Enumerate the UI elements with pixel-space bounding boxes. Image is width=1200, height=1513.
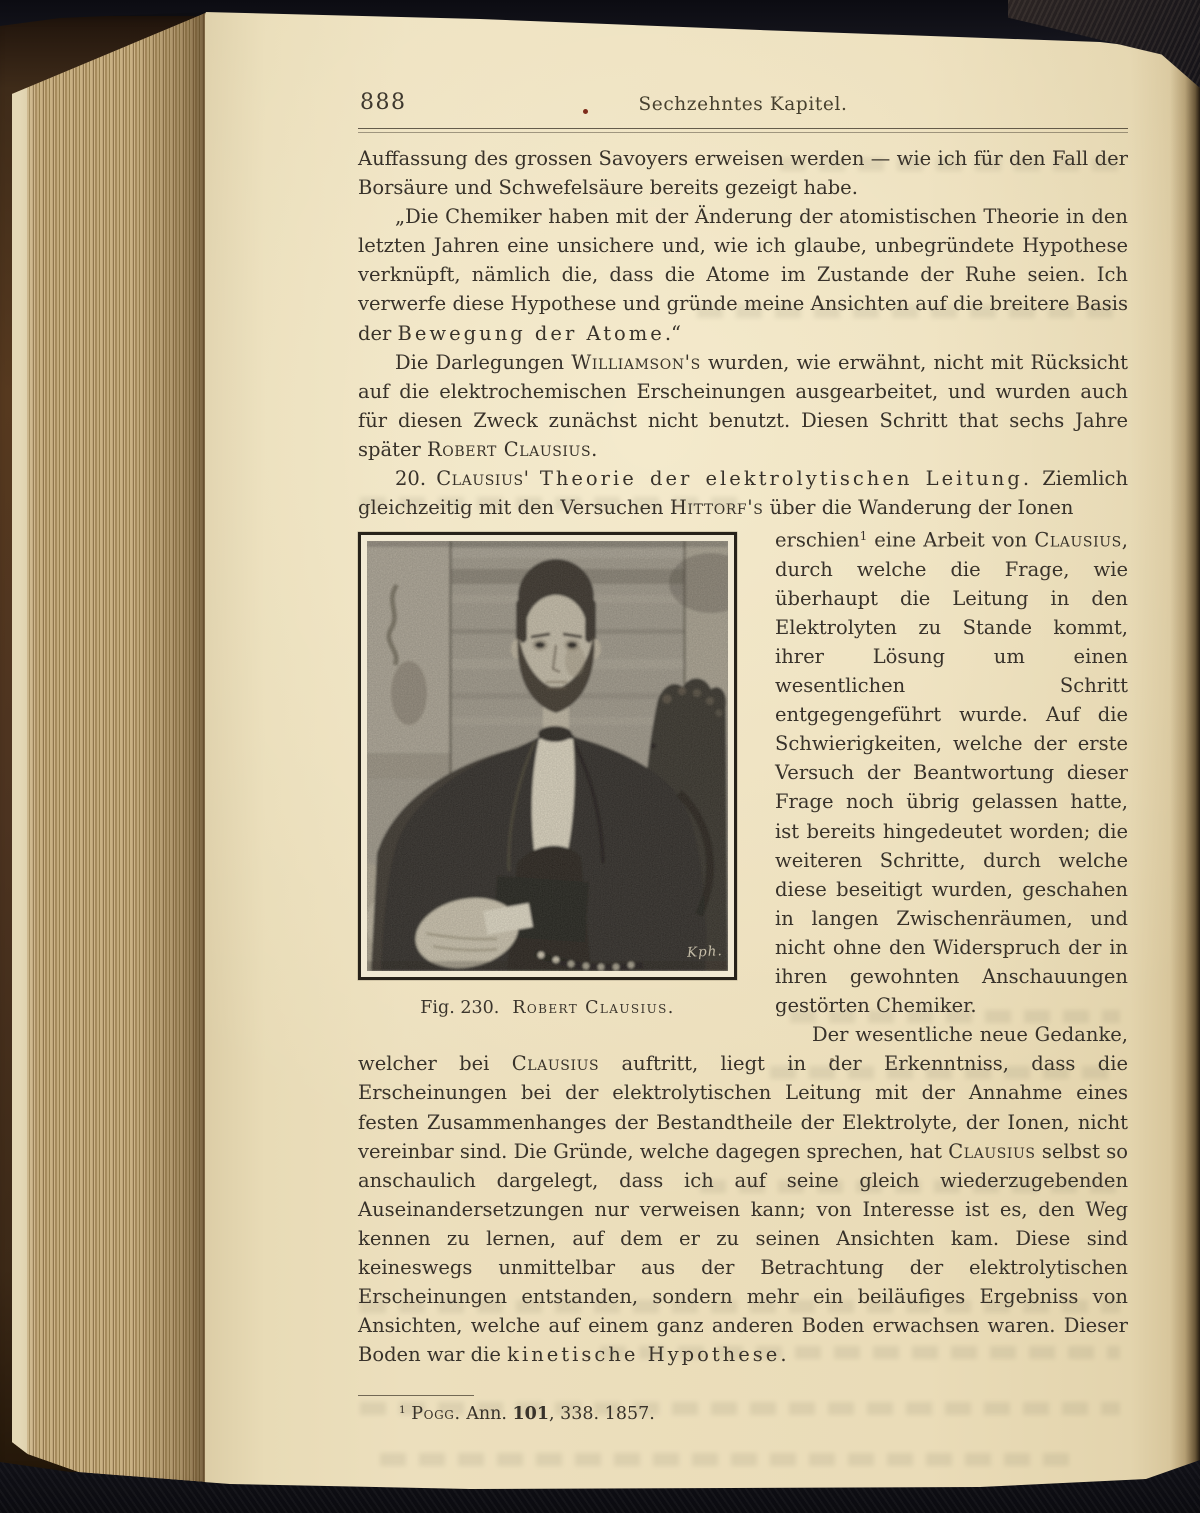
page-number: 888 — [360, 90, 407, 115]
gutter-shadow — [1170, 10, 1200, 1490]
page-edge-stack — [12, 6, 208, 1488]
paragraph: erschien$^1$ eine Arbeit von Clausius, durch welche die Frage, wie überhaupt die Leitung in den Elektrolyten zu Stande kommt, ihrer Lösung um einen wesentlichen Schritt entgegengeführt wurde. Auf die Schwierigkeiten, welche der erste Versuch der Beantwortung dieser Frage noch übrig gelassen hatte, ist bereits hingedeutet worden; die weiteren Schritte, durch welche diese beseitigt wurden, geschahen in langen Zwischenräumen, und nicht ohne den Widerspruch der in ihren gewohnten Anschauungen gestörten Chemiker. — [775, 528, 1128, 1018]
book-page — [205, 10, 1200, 1490]
figure-caption-label: Fig. 230. — [420, 998, 500, 1019]
paragraph: Die Darlegungen Williamson's wurden, wie erwähnt, nicht mit Rücksicht auf die elektrochemischen Erscheinungen ausgearbeitet, und wurden auch für diesen Zweck zunächst nicht benutzt. Diesen Schritt that sechs Jahre später Robert Clausius. — [358, 350, 1128, 461]
running-head: Sechzehntes Kapitel. — [638, 94, 848, 115]
page-header — [358, 90, 1128, 120]
photographer-signature: Kph. — [686, 943, 724, 962]
photo-frame — [358, 532, 737, 980]
body-text — [358, 144, 1128, 1429]
paragraph: „Die Chemiker haben mit der Änderung der atomistischen Theorie in den letzten Jahren eine unsichere und, wie ich glaube, unbegründete Hypothese verknüpft, nämlich die, dass die Atome im Zustande der Ruhe seien. Ich verwerfe diese Hypothese und gründe meine Ansichten auf die breitere Basis der Bewegung der Atome.“ — [358, 205, 1128, 345]
footnote-text: $^1$ Pogg. Ann. 101, 338. 1857. — [399, 1404, 655, 1425]
header-rule — [358, 128, 1128, 133]
text-block — [358, 90, 1128, 1429]
footnote-block — [358, 1395, 1128, 1429]
paragraph: Der wesentliche neue Gedanke, welcher bei Clausius auftritt, liegt in der Erkenntniss, dass die Erscheinungen bei der elektrolytischen Leitung mit der Annahme eines festen Zusammenhanges der Bestandtheile der Elektrolyte, der Ionen, nicht vereinbar sind. Die Gründe, welche dagegen sprechen, hat Clausius selbst so anschaulich dargelegt, dass ich auf seine gleich wiederzugebenden Auseinandersetzungen nur verweisen kann; von Interesse ist es, den Weg kennen zu lernen, auf dem er zu seinen Ansichten kam. Diese sind keineswegs unmittelbar aus der Betrachtung der elektrolytischen Erscheinungen entstanden, sondern mehr ein beiläufiges Ergebniss von Ansichten, welche auf einem ganz anderen Boden erwachsen waren. Dieser Boden war die kinetische Hypothese. — [358, 1023, 1128, 1367]
ghost-text-showthrough — [380, 1453, 1080, 1466]
portrait-figure — [358, 532, 737, 1023]
paragraph-section-20: 20. Clausius' Theorie der elektrolytischen Leitung. Ziemlich gleichzeitig mit den Versuchen Hittorf's über die Wanderung der Ionen — [358, 467, 1129, 520]
figure-caption — [358, 994, 737, 1023]
paragraph: Auffassung des grossen Savoyers erweisen werden — wie ich für den Fall der Borsäure und Schwefelsäure bereits gezeigt habe. — [358, 147, 1128, 200]
figure-caption-name: Robert Clausius. — [512, 998, 675, 1019]
portrait-photo — [367, 541, 728, 971]
